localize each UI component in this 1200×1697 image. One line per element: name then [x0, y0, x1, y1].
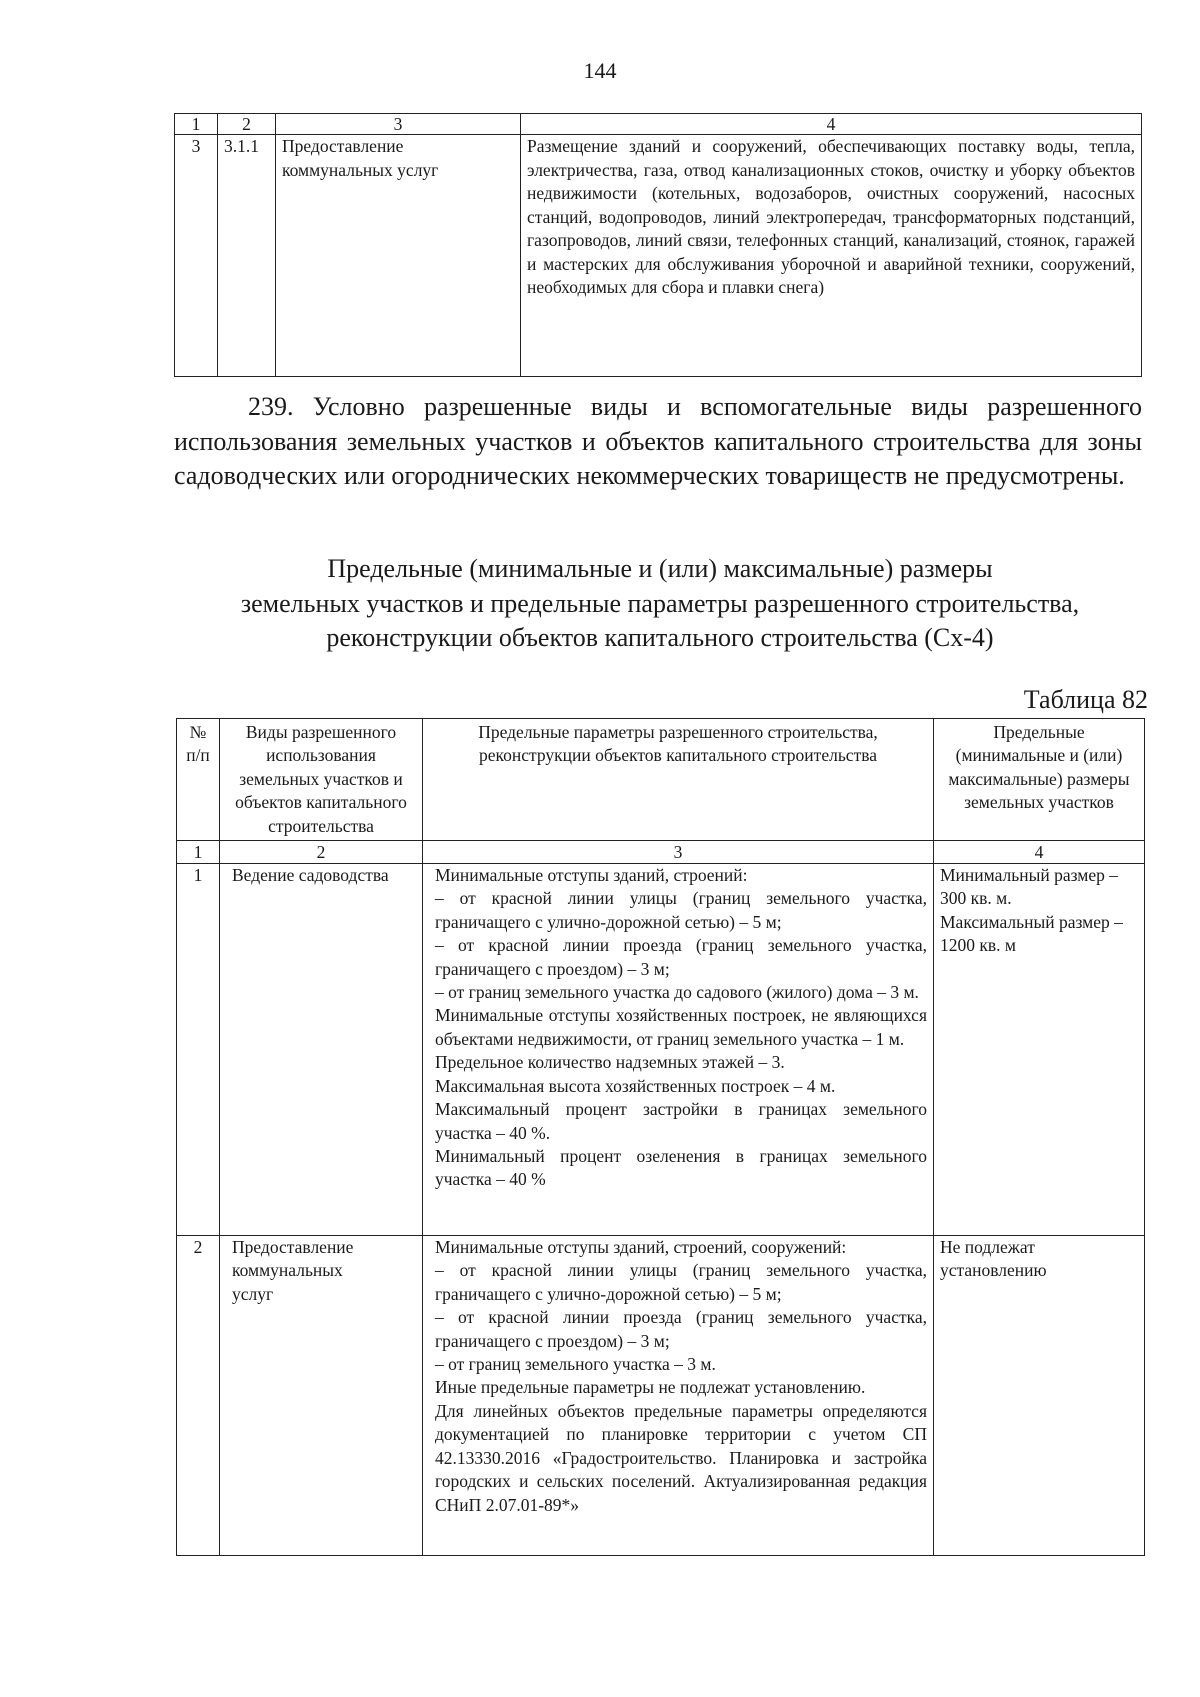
- param-line: Максимальный процент застройки в границах земельного участка – 40 %.: [435, 1099, 927, 1143]
- row-code: 3.1.1: [218, 135, 276, 377]
- param-line: Минимальный процент озеленения в границах земельного участка – 40 %: [435, 1145, 927, 1190]
- param-line: Иные предельные параметры не подлежат установлению.: [435, 1377, 866, 1398]
- column-number-row: [175, 114, 1142, 135]
- paragraph-239: 239. Условно разрешенные виды и вспомогательные виды разрешенного использования земельных участков и объектов капитального строительства для зоны садоводческих или огороднических некоммерческих товариществ не предусмотрены.: [174, 392, 1142, 490]
- col-number: 3: [423, 841, 934, 864]
- col-number: 4: [521, 114, 1142, 135]
- param-line: Для линейных объектов предельные параметры определяются документацией по планировке территории с учетом СП 42.13330.2016 «Градостроительство. Планировка и застройка городских и сельских поселений. Актуализированная редакция СНиП 2.07.01-89*»: [435, 1400, 927, 1515]
- param-line: Предельное количество надземных этажей – 3.: [435, 1052, 785, 1073]
- param-line: Минимальные отступы зданий, строений, сооружений:: [435, 1237, 847, 1258]
- row-name: [276, 135, 521, 377]
- col-number: 3: [276, 114, 521, 135]
- continued-table: [174, 113, 1142, 377]
- table-row: [177, 864, 1145, 1236]
- row-parameters: [423, 1236, 934, 1556]
- param-line: – от границ земельного участка – 3 м.: [435, 1354, 716, 1375]
- row-parameters: [423, 864, 934, 1236]
- heading-line: реконструкции объектов капитального строительства (Сх-4): [326, 623, 994, 652]
- row-number: 1: [177, 864, 220, 1236]
- size-line: Минимальный размер – 300 кв. м.: [940, 865, 1119, 909]
- row-name-text: Предоставление коммунальных услуг: [282, 136, 439, 180]
- table-header-row: [177, 719, 1145, 841]
- col-number: 2: [220, 841, 423, 864]
- row-number: 2: [177, 1236, 220, 1556]
- table-row: [177, 1236, 1145, 1556]
- param-line: – от красной линии улицы (границ земельного участка, граничащего с улично-дорожной сетью) – 5 м;: [435, 1260, 927, 1304]
- row-number: 3: [175, 135, 218, 377]
- table-row: [175, 135, 1142, 377]
- row-use-type-text: Предоставление коммунальных услуг: [232, 1237, 354, 1304]
- section-heading: [150, 552, 1170, 656]
- page-number: 144: [583, 58, 617, 83]
- col-number: 1: [177, 841, 220, 864]
- param-line: Максимальная высота хозяйственных построек – 4 м.: [435, 1075, 836, 1096]
- col-number: 1: [175, 114, 218, 135]
- parameters-table: [176, 718, 1145, 1556]
- heading-line: Предельные (минимальные и (или) максимальные) размеры: [327, 554, 993, 583]
- header-sizes: Предельные (минимальные и (или) максимальные) размеры земельных участков: [934, 719, 1145, 841]
- heading-line: земельных участков и предельные параметры разрешенного строительства,: [240, 588, 1080, 618]
- row-description: Размещение зданий и сооружений, обеспечивающих поставку воды, тепла, электричества, газа, отвод канализационных стоков, очистку и уборку объектов недвижимости (котельных, водозаборов, очистных сооружений, насосных станций, водопроводов, линий электропередач, трансформаторных подстанций, газопроводов, линий связи, телефонных станций, канализаций, стоянок, гаражей и мастерских для обслуживания уборочной и аварийной техники, сооружений, необходимых для сбора и плавки снега): [521, 135, 1142, 377]
- size-line: Максимальный размер – 1200 кв. м: [940, 911, 1123, 956]
- col-number: 2: [218, 114, 276, 135]
- row-use-type: [220, 1236, 423, 1556]
- header-parameters: Предельные параметры разрешенного строительства, реконструкции объектов капитального строительства: [423, 719, 934, 841]
- row-sizes: [934, 1236, 1145, 1556]
- column-number-row: [177, 841, 1145, 864]
- table-caption: Таблица 82: [1023, 685, 1148, 714]
- param-line: Минимальные отступы зданий, строений:: [435, 865, 748, 886]
- param-line: – от границ земельного участка до садового (жилого) дома – 3 м.: [435, 982, 919, 1003]
- param-line: – от красной линии проезда (границ земельного участка, граничащего с проездом) – 3 м;: [435, 1307, 927, 1351]
- header-number: № п/п: [177, 719, 220, 841]
- size-line: Не подлежат установлению: [940, 1237, 1047, 1281]
- row-use-type: Ведение садоводства: [220, 864, 423, 1236]
- param-line: Минимальные отступы хозяйственных построек, не являющихся объектами недвижимости, от границ земельного участка – 1 м.: [435, 1005, 927, 1049]
- header-use-type: Виды разрешенного использования земельных участков и объектов капитального строительства: [220, 719, 423, 841]
- col-number: 4: [934, 841, 1145, 864]
- param-line: – от красной линии улицы (границ земельного участка, граничащего с улично-дорожной сетью) – 5 м;: [435, 888, 927, 932]
- param-line: – от красной линии проезда (границ земельного участка, граничащего с проездом) – 3 м;: [435, 935, 927, 979]
- row-sizes: [934, 864, 1145, 1236]
